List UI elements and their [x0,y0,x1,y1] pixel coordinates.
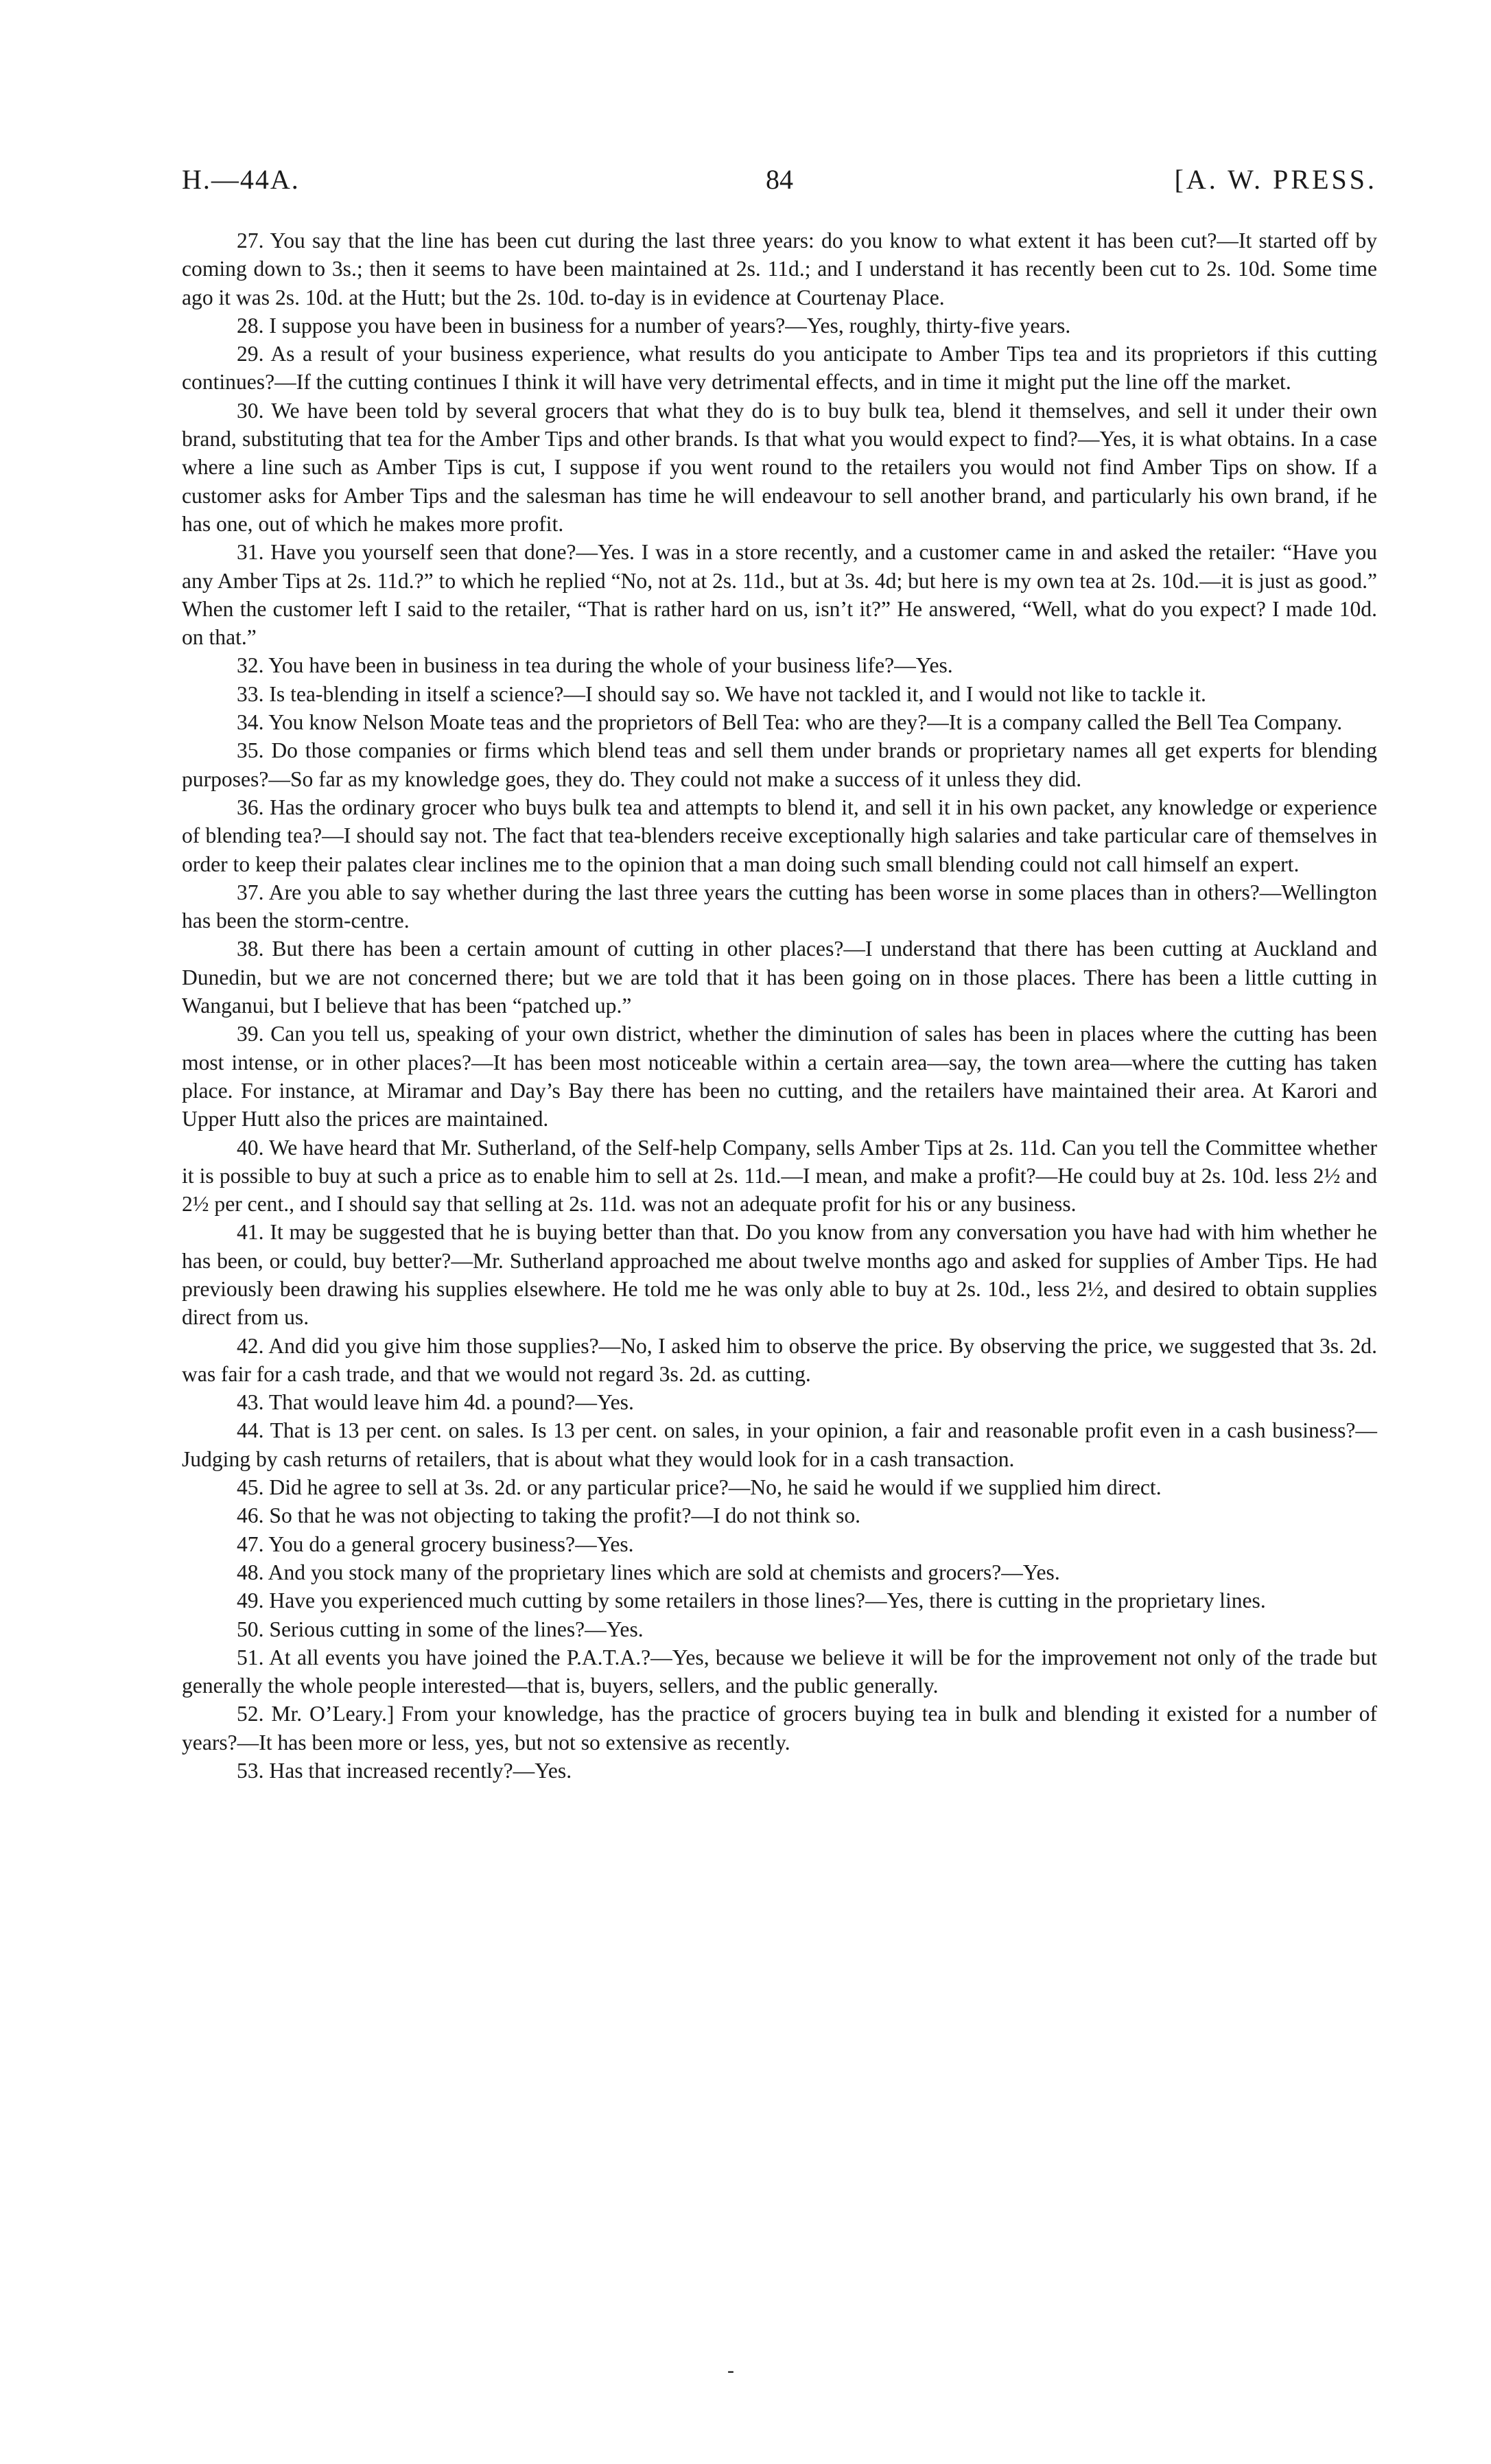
paragraph-q31: 31. Have you yourself seen that done?—Yes. I was in a store recently, and a customer came in and asked the retailer: “Have you any Amber Tips at 2s. 11d.?” to which he replied “No, not at 2s. 11d., but at 3s. 4d; but here is my own tea at 2s. 10d.—it is just as good.” When the customer left I said to the retailer, “That is rather hard on us, isn’t it?” He answered, “Well, what do you expect? I made 10d. on that.” [182,540,1377,650]
paragraph-q50: 50. Serious cutting in some of the lines?—Yes. [237,1617,644,1641]
paragraph-q29: 29. As a result of your business experience, what results do you anticipate to Amber Tips tea and its proprietors if this cutting continues?—If the cutting continues I think it will have very detrimental effects, and in time it might put the line off the market. [182,342,1377,395]
paragraph-q34: 34. You know Nelson Moate teas and the proprietors of Bell Tea: who are they?—It is a company called the Bell Tea Company. [237,710,1343,735]
paragraph-q45: 45. Did he agree to sell at 3s. 2d. or any particular price?—No, he said he would if we supplied him direct. [237,1475,1162,1500]
header-reference: H.—44A. [182,164,300,195]
paragraph-q38: 38. But there has been a certain amount of cutting in other places?—I understand that there has been cutting at Auckland and Dunedin, but we are not concerned there; but we are told that it has been going on in those places. There has been a little cutting in Wanganui, but I believe that has been “patched up.” [182,937,1377,1018]
paragraph-q49: 49. Have you experienced much cutting by some retailers in those lines?—Yes, there is cutting in the proprietary lines. [237,1588,1266,1613]
paragraph-q53: 53. Has that increased recently?—Yes. [237,1759,572,1783]
footer-mark: - [727,2359,734,2382]
paragraph-q51: 51. At all events you have joined the P.A.T.A.?—Yes, because we believe it will be for the improvement not only of the trade but generally the whole people interested—that is, buyers, sellers, and the public generally. [182,1645,1377,1698]
paragraph-q35: 35. Do those companies or firms which blend teas and sell them under brands or proprietary names all get experts for blending purposes?—So far as my knowledge goes, they do. They could not make a success of it unless they did. [182,738,1377,791]
paragraph-q43: 43. That would leave him 4d. a pound?—Yes. [237,1390,634,1415]
paragraph-q46: 46. So that he was not objecting to taking the profit?—I do not think so. [237,1503,861,1528]
paragraph-q27: 27. You say that the line has been cut during the last three years: do you know to what extent it has been cut?—It started off by coming down to 3s.; then it seems to have been maintained at 2s. 11d.; and I understand it has recently been cut to 2s. 10d. Some time ago it was 2s. 10d. at the Hutt; but the 2s. 10d. to-day is in evidence at Courtenay Place. [182,228,1377,309]
paragraph-q42: 42. And did you give him those supplies?—No, I asked him to observe the price. By observing the price, we suggested that 3s. 2d. was fair for a cash trade, and that we would not regard 3s. 2d. as cutting. [182,1333,1377,1386]
paragraph-q37: 37. Are you able to say whether during the last three years the cutting has been worse in some places than in others?—Wellington has been the storm-centre. [182,880,1377,933]
paragraph-q48: 48. And you stock many of the proprietary lines which are sold at chemists and grocers?—Yes. [237,1560,1060,1584]
page-header [182,163,1377,204]
paragraph-q32: 32. You have been in business in tea during the whole of your business life?—Yes. [237,653,953,678]
paragraph-q28: 28. I suppose you have been in business for a number of years?—Yes, roughly, thirty-five years. [237,313,1071,338]
paragraph-q52: 52. Mr. O’Leary.] From your knowledge, has the practice of grocers buying tea in bulk and blending it existed for a number of years?—It has been more or less, yes, but not so extensive as recently. [182,1702,1377,1755]
body-text [182,226,1377,1785]
paragraph-q44: 44. That is 13 per cent. on sales. Is 13 per cent. on sales, in your opinion, a fair and reasonable profit even in a cash business?—Judging by cash returns of retailers, that is about what they would look for in a cash transaction. [182,1418,1377,1471]
paragraph-q36: 36. Has the ordinary grocer who buys bulk tea and attempts to blend it, and sell it in his own packet, any knowledge or experience of blending tea?—I should say not. The fact that tea-blenders receive exceptionally high salaries and take particular care of themselves in order to keep their palates clear inclines me to the opinion that a man doing such small blending could not call himself an expert. [182,795,1377,876]
paragraph-q30: 30. We have been told by several grocers that what they do is to buy bulk tea, blend it themselves, and sell it under their own brand, substituting that tea for the Amber Tips and other brands. Is that what you would expect to find?—Yes, it is what obtains. In a case where a line such as Amber Tips is cut, I suppose if you went round to the retailers you would not find Amber Tips on show. If a customer asks for Amber Tips and the salesman has time he will endeavour to sell another brand, and particularly his own brand, if he has one, out of which he makes more profit. [182,398,1377,536]
paragraph-q40: 40. We have heard that Mr. Sutherland, of the Self-help Company, sells Amber Tips at 2s. 11d. Can you tell the Committee whether it is possible to buy at such a price as to enable him to sell at 2s. 11d.—I mean, and make a profit?—He could buy at 2s. 10d. less 2½ and 2½ per cent., and I should say that selling at 2s. 11d. was not an adequate profit for his or any business. [182,1135,1377,1217]
paragraph-q47: 47. You do a general grocery business?—Yes. [237,1532,634,1556]
paragraph-q33: 33. Is tea-blending in itself a science?—I should say so. We have not tackled it, and I would not like to tackle it. [237,681,1206,706]
header-witness: [A. W. PRESS. [1174,164,1377,195]
paragraph-q39: 39. Can you tell us, speaking of your own district, whether the diminution of sales has been in places where the cutting has been most intense, or in other places?—It has been most noticeable within a certain area—say, the town area—where the cutting has taken place. For instance, at Miramar and Day’s Bay there has been no cutting, and the retailers have maintained their area. At Karori and Upper Hutt also the prices are maintained. [182,1022,1377,1131]
page-number: 84 [766,164,793,195]
paragraph-q41: 41. It may be suggested that he is buying better than that. Do you know from any conversation you have had with him whether he has been, or could, buy better?—Mr. Sutherland approached me about twelve months ago and asked for supplies of Amber Tips. He had previously been drawing his supplies elsewhere. He told me he was only able to buy at 2s. 10d., less 2½, and desired to obtain supplies direct from us. [182,1220,1377,1330]
